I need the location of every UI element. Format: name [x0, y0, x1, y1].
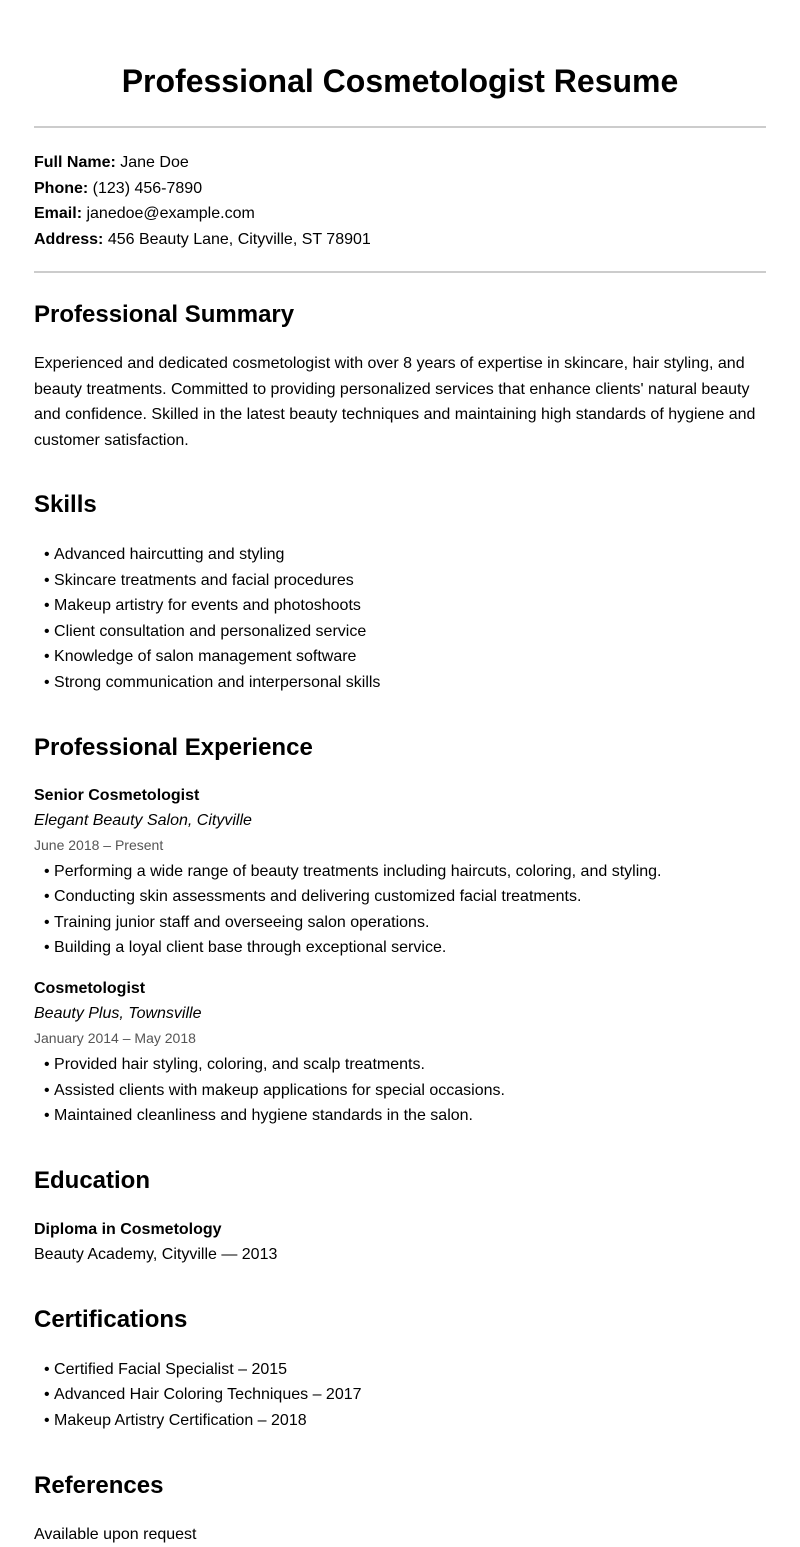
degree-title: Diploma in Cosmetology	[34, 1217, 766, 1242]
job-dates: January 2014 – May 2018	[34, 1026, 766, 1050]
divider-top	[34, 126, 766, 128]
list-item: • Conducting skin assessments and delivering customized facial treatments.	[44, 884, 766, 910]
education-section	[34, 1166, 766, 1268]
job-company: Beauty Plus, Townsville	[34, 1001, 766, 1026]
contact-phone	[34, 176, 766, 202]
page-title: Professional Cosmetologist Resume	[34, 0, 766, 101]
list-item: • Certified Facial Specialist – 2015	[44, 1357, 766, 1383]
contact-full-name	[34, 150, 766, 176]
contact-label: Email:	[34, 205, 82, 222]
divider-bottom	[34, 271, 766, 273]
list-item: • Skincare treatments and facial procedures	[44, 568, 766, 594]
summary-text: Experienced and dedicated cosmetologist with over 8 years of expertise in skincare, hair styling, and beauty treatments. Committed to providing personalized services that enhance clients' natural beauty and confidence. Skilled in the latest beauty techniques and maintaining high standards of hygiene and customer satisfaction.	[34, 351, 766, 453]
contact-label: Address:	[34, 231, 103, 248]
contact-label: Phone:	[34, 180, 88, 197]
job-entry	[34, 977, 766, 1129]
list-item: • Knowledge of salon management software	[44, 644, 766, 670]
section-heading: Skills	[34, 490, 766, 520]
list-item: • Provided hair styling, coloring, and scalp treatments.	[44, 1052, 766, 1078]
contact-value: janedoe@example.com	[86, 205, 254, 222]
job-title: Senior Cosmetologist	[34, 784, 766, 808]
job-duties-list	[34, 859, 766, 961]
contact-email	[34, 201, 766, 227]
list-item: • Training junior staff and overseeing salon operations.	[44, 910, 766, 936]
references-section	[34, 1471, 766, 1547]
contact-value: (123) 456-7890	[93, 180, 202, 197]
job-company: Elegant Beauty Salon, Cityville	[34, 808, 766, 833]
skills-section	[34, 490, 766, 696]
skills-list	[34, 542, 766, 696]
contact-address	[34, 227, 766, 253]
job-title: Cosmetologist	[34, 977, 766, 1001]
list-item: • Advanced haircutting and styling	[44, 542, 766, 568]
summary-section	[34, 300, 766, 453]
contact-value: 456 Beauty Lane, Cityville, ST 78901	[108, 231, 371, 248]
certifications-list	[34, 1357, 766, 1434]
contact-value: Jane Doe	[120, 154, 189, 171]
section-heading: Professional Summary	[34, 300, 766, 330]
certifications-section	[34, 1305, 766, 1434]
contact-info	[34, 150, 766, 252]
list-item: • Makeup artistry for events and photoshoots	[44, 593, 766, 619]
list-item: • Makeup Artistry Certification – 2018	[44, 1408, 766, 1434]
section-heading: Professional Experience	[34, 733, 766, 763]
list-item: • Performing a wide range of beauty treatments including haircuts, coloring, and styling.	[44, 859, 766, 885]
job-entry	[34, 784, 766, 961]
list-item: • Strong communication and interpersonal skills	[44, 670, 766, 696]
list-item: • Maintained cleanliness and hygiene standards in the salon.	[44, 1103, 766, 1129]
contact-label: Full Name:	[34, 154, 116, 171]
school-info: Beauty Academy, Cityville — 2013	[34, 1242, 766, 1268]
list-item: • Building a loyal client base through exceptional service.	[44, 935, 766, 961]
references-text: Available upon request	[34, 1522, 766, 1547]
section-heading: Certifications	[34, 1305, 766, 1335]
list-item: • Client consultation and personalized service	[44, 619, 766, 645]
list-item: • Advanced Hair Coloring Techniques – 2017	[44, 1382, 766, 1408]
job-dates: June 2018 – Present	[34, 833, 766, 857]
list-item: • Assisted clients with makeup applications for special occasions.	[44, 1078, 766, 1104]
section-heading: References	[34, 1471, 766, 1501]
job-duties-list	[34, 1052, 766, 1129]
experience-section	[34, 733, 766, 1129]
section-heading: Education	[34, 1166, 766, 1196]
